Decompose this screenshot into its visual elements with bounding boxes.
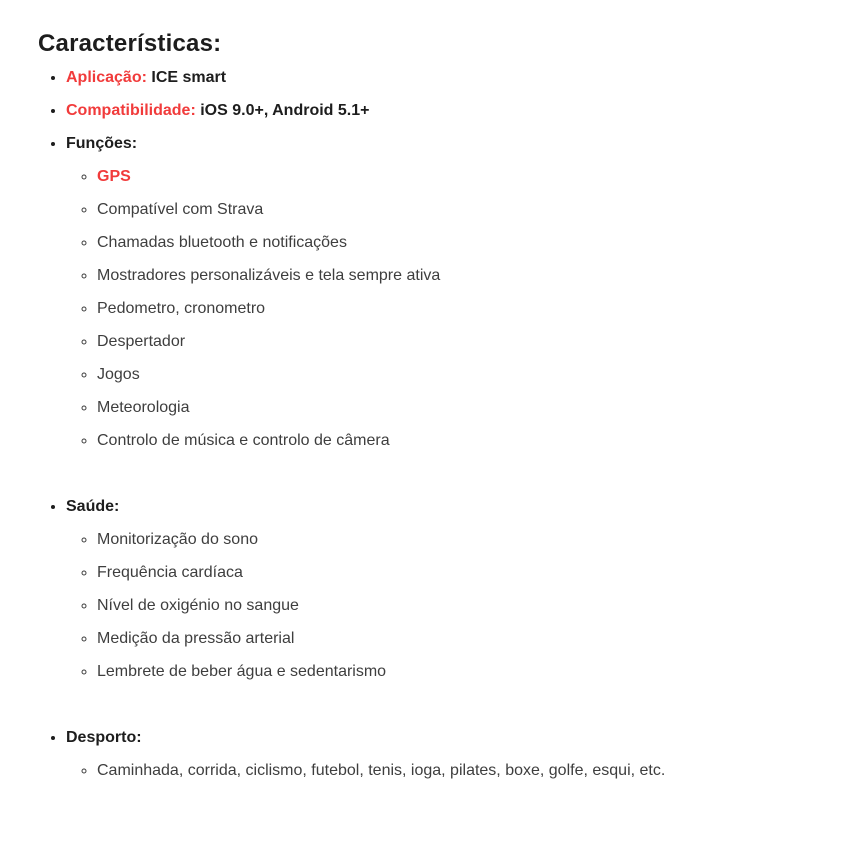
list-item-saude [66,490,810,688]
feature-text: Monitorização do sono [97,531,258,548]
feature-item [97,589,810,622]
feature-item-gps [97,160,810,193]
feature-item [97,193,810,226]
feature-item [97,556,810,589]
feature-item [97,358,810,391]
list-item-aplicacao [66,61,810,94]
item-label-aplicacao: Aplicação: [66,69,147,86]
item-label-funcoes: Funções: [66,135,138,152]
item-label-compatibilidade: Compatibilidade: [66,102,196,119]
feature-item [97,754,810,787]
feature-item [97,226,810,259]
feature-text: Jogos [97,366,140,383]
feature-text: Pedometro, cronometro [97,300,266,317]
feature-item [97,292,810,325]
desporto-sublist [66,754,810,787]
funcoes-sublist [66,160,810,457]
item-value-aplicacao: ICE smart [151,69,227,86]
section-heading: Características: [38,30,222,57]
feature-text: Medição da pressão arterial [97,630,295,647]
feature-text: GPS [97,168,131,185]
list-item-desporto [66,721,810,787]
feature-item [97,424,810,457]
list-item-compatibilidade [66,94,810,127]
feature-text: Meteorologia [97,399,190,416]
feature-item [97,391,810,424]
item-value-compatibilidade: iOS 9.0+, Android 5.1+ [200,102,370,119]
features-list [38,61,810,787]
feature-text: Caminhada, corrida, ciclismo, futebol, tenis, ioga, pilates, boxe, golfe, esqui, etc. [97,762,666,779]
feature-text: Nível de oxigénio no sangue [97,597,299,614]
feature-text: Mostradores personalizáveis e tela sempre ativa [97,267,441,284]
feature-item [97,325,810,358]
list-item-funcoes [66,127,810,457]
feature-item [97,622,810,655]
feature-text: Compatível com Strava [97,201,264,218]
feature-text: Lembrete de beber água e sedentarismo [97,663,387,680]
feature-text: Chamadas bluetooth e notificações [97,234,347,251]
saude-sublist [66,523,810,688]
feature-item [97,259,810,292]
item-label-desporto: Desporto: [66,729,142,746]
item-label-saude: Saúde: [66,498,120,515]
feature-item [97,523,810,556]
feature-item [97,655,810,688]
feature-text: Controlo de música e controlo de câmera [97,432,390,449]
feature-text: Frequência cardíaca [97,564,243,581]
feature-text: Despertador [97,333,186,350]
